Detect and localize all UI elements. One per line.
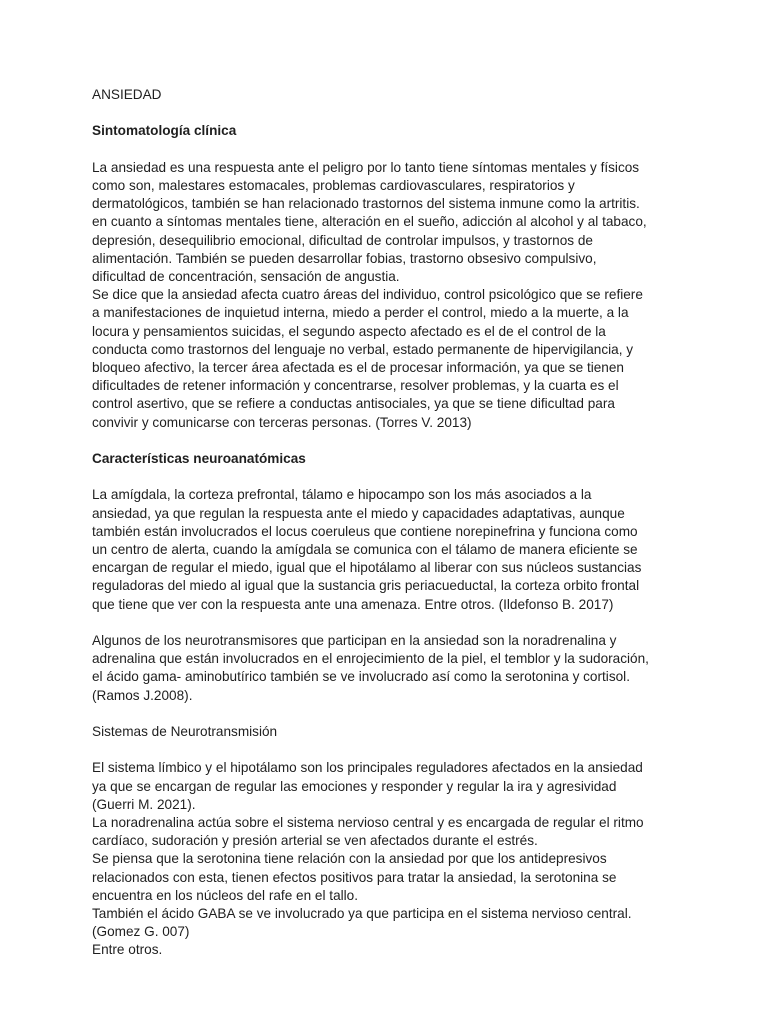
paragraph-sintomatologia-2: Se dice que la ansiedad afecta cuatro áreas del individuo, control psicológico que se refiere a manifestaciones de inquietud interna, miedo a perder el control, miedo a la muerte, a la locura y pensamientos suicidas, el segundo aspecto afectado es el de el control de la conducta como trastornos del lenguaje no verbal, estado permanente de hipervigilancia, y bloqueo afectivo, la tercer área afectada es el de procesar información, ya que se tienen dificultades de retener información y concentrarse, resolver problemas, y la cuarta es el control asertivo, que se refiere a conductas antisociales, ya que se tiene dificultad para convivir y comunicarse con terceras personas. (Torres V. 2013): [92, 287, 643, 430]
section-heading-neurotransmision: Sistemas de Neurotransmisión: [92, 724, 278, 740]
spacer: [92, 741, 682, 759]
document-page: [92, 86, 682, 960]
paragraph-neurotransmision-1: El sistema límbico y el hipotálamo son los principales reguladores afectados en la ansiedad ya que se encargan de regular las emociones y responder y regular la ira y agresividad (Guerri M. 2021).: [92, 760, 643, 812]
document-title: ANSIEDAD: [92, 87, 162, 102]
spacer: [92, 705, 682, 723]
paragraph-neuroanatomicas-1: La amígdala, la corteza prefrontal, tálamo e hipocampo son los más asociados a la ansiedad, ya que regulan la respuesta ante el miedo y capacidades adaptativas, aunque también están involucrados el locus coeruleus que contiene norepinefrina y funciona como un centro de alerta, cuando la amígdala se comunica con el tálamo de manera eficiente se encargan de regular el miedo, igual que el hipotálamo al liberar con sus núcleos sustancias reguladoras del miedo al igual que la sustancia gris periacueductal, la corteza orbito frontal que tiene que ver con la respuesta ante una amenaza. Entre otros. (Ildefonso B. 2017): [92, 487, 642, 612]
paragraph-neurotransmision-2: La noradrenalina actúa sobre el sistema nervioso central y es encargada de regular el ritmo cardíaco, sudoración y presión arterial se ven afectados durante el estrés.: [92, 815, 644, 849]
spacer: [92, 141, 682, 159]
paragraph-neuroanatomicas-2: Algunos de los neurotransmisores que participan en la ansiedad son la noradrenalina y adrenalina que están involucrados en el enrojecimiento de la piel, el temblor y la sudoración, el ácido gama- aminobutírico también se ve involucrado así como la serotonina y cortisol. (Ramos J.2008).: [92, 633, 649, 703]
paragraph-neurotransmision-3: Se piensa que la serotonina tiene relación con la ansiedad por que los antidepresivos relacionados con esta, tienen efectos positivos para tratar la ansiedad, la serotonina se encuentra en los núcleos del rafe en el tallo.: [92, 851, 617, 903]
paragraph-neurotransmision-5: Entre otros.: [92, 942, 163, 958]
paragraph-sintomatologia-1: La ansiedad es una respuesta ante el peligro por lo tanto tiene síntomas mentales y físicos como son, malestares estomacales, problemas cardiovasculares, respiratorios y dermatológicos, también se han relacionado trastornos del sistema inmune como la artritis. en cuanto a síntomas mentales tiene, alteración en el sueño, adicción al alcohol y al tabaco, depresión, desequilibrio emocional, dificultad de controlar impulsos, y trastornos de alimentación. También se pueden desarrollar fobias, trastorno obsesivo compulsivo, dificultad de concentración, sensación de angustia.: [92, 159, 647, 284]
spacer: [92, 614, 682, 632]
section-heading-neuroanatomicas: Características neuroanatómicas: [92, 451, 306, 467]
section-heading-sintomatologia: Sintomatología clínica: [92, 123, 237, 139]
paragraph-neurotransmision-4: También el ácido GABA se ve involucrado ya que participa en el sistema nervioso central. (Gomez G. 007): [92, 906, 632, 940]
spacer: [92, 104, 682, 122]
spacer: [92, 432, 682, 450]
spacer: [92, 468, 682, 486]
